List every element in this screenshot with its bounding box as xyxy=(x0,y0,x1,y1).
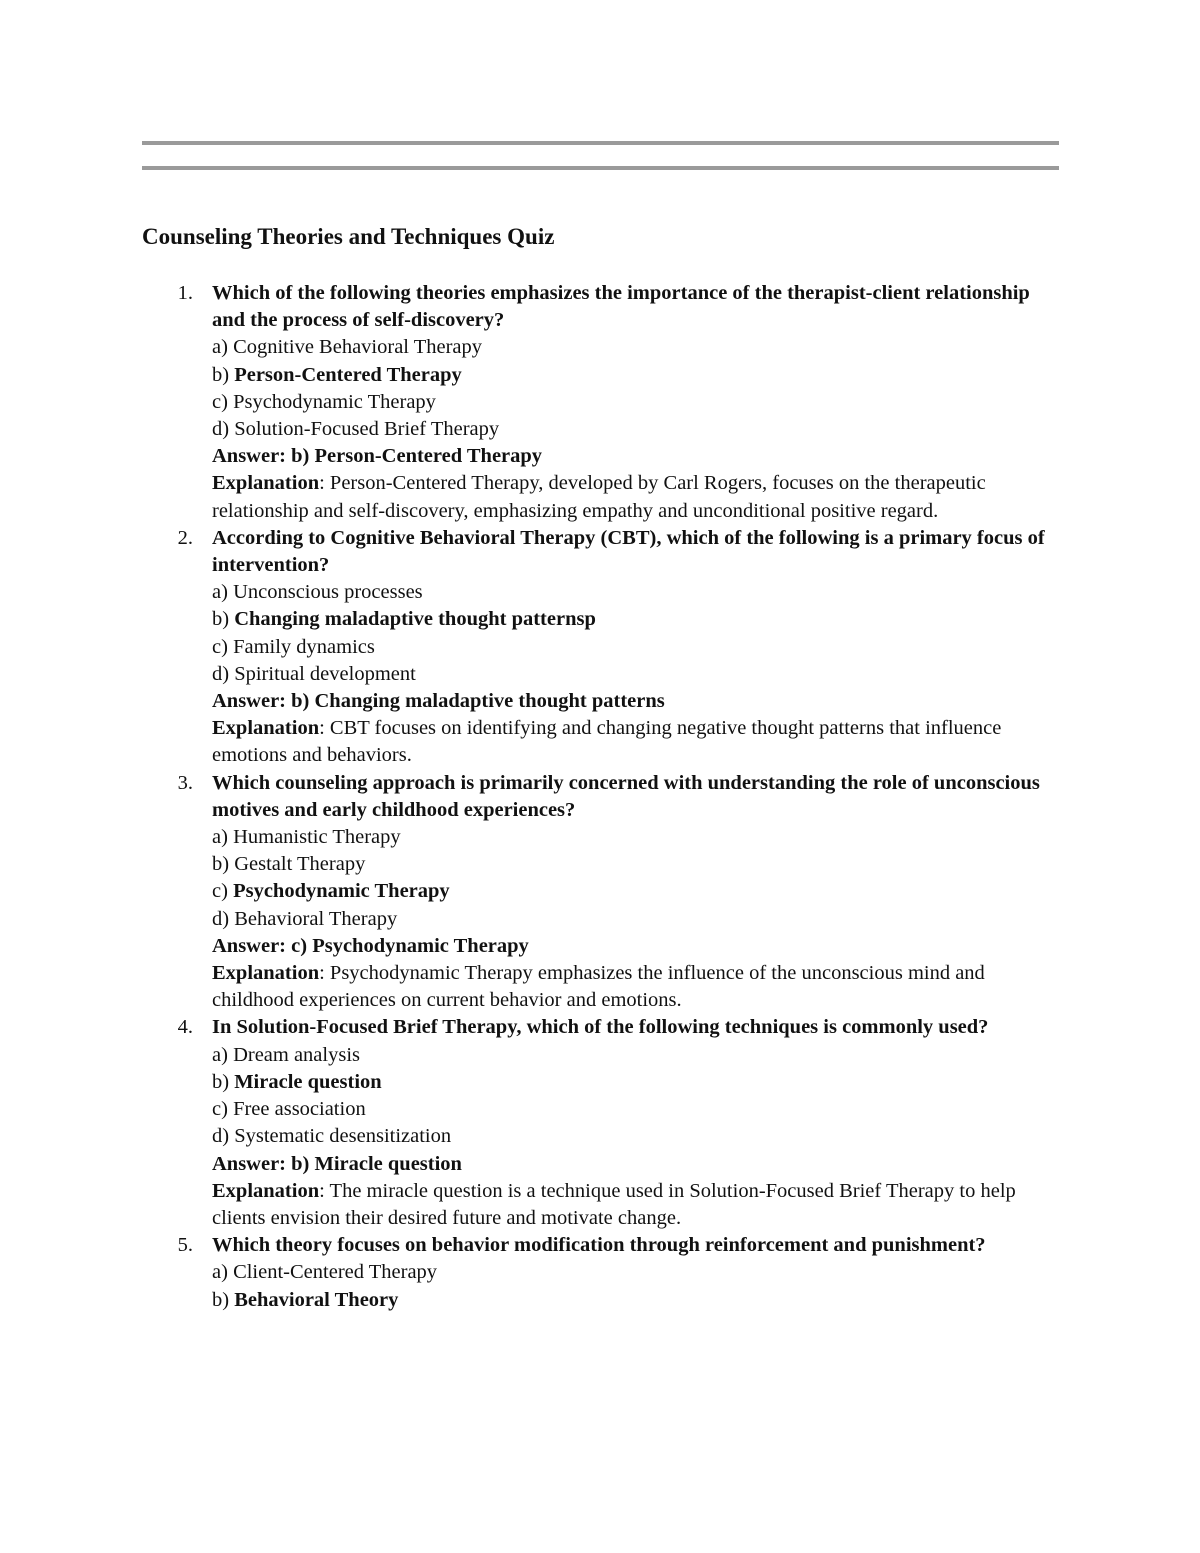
answer-option xyxy=(212,1069,1052,1096)
explanation-label: Explanation xyxy=(212,1179,320,1202)
explanation-label: Explanation xyxy=(212,472,320,495)
option-text-correct: Miracle question xyxy=(234,1070,382,1093)
question-text: Which theory focuses on behavior modification through reinforcement and punishment? xyxy=(212,1234,986,1257)
answer-option xyxy=(212,661,1052,688)
option-prefix: c) xyxy=(212,880,228,903)
explanation xyxy=(212,960,1052,1014)
option-text: Solution-Focused Brief Therapy xyxy=(234,418,500,441)
option-text: Behavioral Therapy xyxy=(234,907,398,930)
option-prefix: b) xyxy=(212,1070,230,1093)
question-text: In Solution-Focused Brief Therapy, which of the following techniques is commonly used? xyxy=(212,1016,989,1039)
option-prefix: b) xyxy=(212,853,230,876)
option-text: Unconscious processes xyxy=(233,581,423,604)
option-text: Dream analysis xyxy=(233,1043,361,1066)
option-text: Free association xyxy=(233,1098,366,1121)
option-prefix: b) xyxy=(212,363,230,386)
answer-option xyxy=(212,906,1052,933)
question-number: 4. xyxy=(177,1016,193,1039)
option-text: Family dynamics xyxy=(233,635,375,658)
question-item xyxy=(142,525,1052,770)
answer-option xyxy=(212,634,1052,661)
question-text: Which counseling approach is primarily concerned with understanding the role of unconscious motives and early childhood experiences? xyxy=(212,771,1040,821)
option-text-correct: Changing maladaptive thought patternsp xyxy=(234,608,596,631)
explanation-label: Explanation xyxy=(212,717,320,740)
answer-line: Answer: b) Changing maladaptive thought patterns xyxy=(212,690,665,713)
option-prefix: a) xyxy=(212,581,228,604)
question-body xyxy=(212,280,1052,525)
question-body xyxy=(212,1014,1052,1232)
option-text: Systematic desensitization xyxy=(234,1125,452,1148)
explanation xyxy=(212,715,1052,769)
question-item xyxy=(142,280,1052,525)
option-prefix: a) xyxy=(212,826,228,849)
option-prefix: c) xyxy=(212,390,228,413)
option-prefix: a) xyxy=(212,1261,228,1284)
answer-option xyxy=(212,1096,1052,1123)
answer-option xyxy=(212,389,1052,416)
answer-option xyxy=(212,416,1052,443)
option-prefix: d) xyxy=(212,907,230,930)
answer-option xyxy=(212,851,1052,878)
option-prefix: c) xyxy=(212,635,228,658)
page-title: Counseling Theories and Techniques Quiz xyxy=(142,224,555,249)
quiz-list xyxy=(142,280,1052,1314)
option-text-correct: Person-Centered Therapy xyxy=(234,363,462,386)
question-number: 3. xyxy=(177,771,193,794)
answer-line: Answer: b) Miracle question xyxy=(212,1152,462,1175)
option-prefix: d) xyxy=(212,662,230,685)
explanation-text: : Psychodynamic Therapy emphasizes the influence of the unconscious mind and childhood experiences on current behavior and emotions. xyxy=(212,962,985,1012)
option-text-correct: Psychodynamic Therapy xyxy=(233,880,450,903)
option-text-correct: Behavioral Theory xyxy=(234,1288,399,1311)
answer-option xyxy=(212,824,1052,851)
answer-option xyxy=(212,878,1052,905)
header-rule-bottom xyxy=(142,166,1059,170)
question-text: Which of the following theories emphasizes the importance of the therapist-client relationship and the process of self-discovery? xyxy=(212,282,1030,332)
answer-option xyxy=(212,1042,1052,1069)
question-body xyxy=(212,770,1052,1015)
answer-line: Answer: b) Person-Centered Therapy xyxy=(212,445,543,468)
explanation-text: : Person-Centered Therapy, developed by Carl Rogers, focuses on the therapeutic relationship and self-discovery, emphasizing empathy and unconditional positive regard. xyxy=(212,472,986,522)
option-prefix: a) xyxy=(212,336,228,359)
option-prefix: d) xyxy=(212,1125,230,1148)
question-number: 1. xyxy=(177,282,193,304)
explanation-label: Explanation xyxy=(212,962,320,985)
option-prefix: a) xyxy=(212,1043,228,1066)
question-number: 2. xyxy=(177,526,193,549)
explanation-text: : The miracle question is a technique used in Solution-Focused Brief Therapy to help clients envision their desired future and motivate change. xyxy=(212,1179,1016,1229)
option-text: Psychodynamic Therapy xyxy=(233,390,436,413)
option-prefix: b) xyxy=(212,1288,230,1311)
question-number: 5. xyxy=(177,1234,193,1257)
answer-option xyxy=(212,1259,1052,1286)
question-body xyxy=(212,1232,1052,1314)
answer-option xyxy=(212,1123,1052,1150)
option-text: Cognitive Behavioral Therapy xyxy=(233,336,483,359)
option-prefix: c) xyxy=(212,1098,228,1121)
explanation xyxy=(212,470,1052,524)
answer-option xyxy=(212,579,1052,606)
option-text: Spiritual development xyxy=(234,662,416,685)
answer-option xyxy=(212,362,1052,389)
option-prefix: d) xyxy=(212,418,230,441)
question-item xyxy=(142,770,1052,1015)
answer-option xyxy=(212,1287,1052,1314)
question-text: According to Cognitive Behavioral Therapy (CBT), which of the following is a primary focus of intervention? xyxy=(212,526,1045,577)
option-text: Client-Centered Therapy xyxy=(233,1261,438,1284)
question-item xyxy=(142,1232,1052,1314)
answer-option xyxy=(212,334,1052,361)
answer-option xyxy=(212,606,1052,633)
explanation xyxy=(212,1178,1052,1232)
answer-line: Answer: c) Psychodynamic Therapy xyxy=(212,934,529,957)
question-item xyxy=(142,1014,1052,1232)
option-text: Humanistic Therapy xyxy=(233,826,401,849)
option-text: Gestalt Therapy xyxy=(234,853,366,876)
explanation-text: : CBT focuses on identifying and changing negative thought patterns that influence emotions and behaviors. xyxy=(212,717,1002,767)
question-body xyxy=(212,525,1052,770)
option-prefix: b) xyxy=(212,608,230,631)
header-rule-top xyxy=(142,141,1059,145)
